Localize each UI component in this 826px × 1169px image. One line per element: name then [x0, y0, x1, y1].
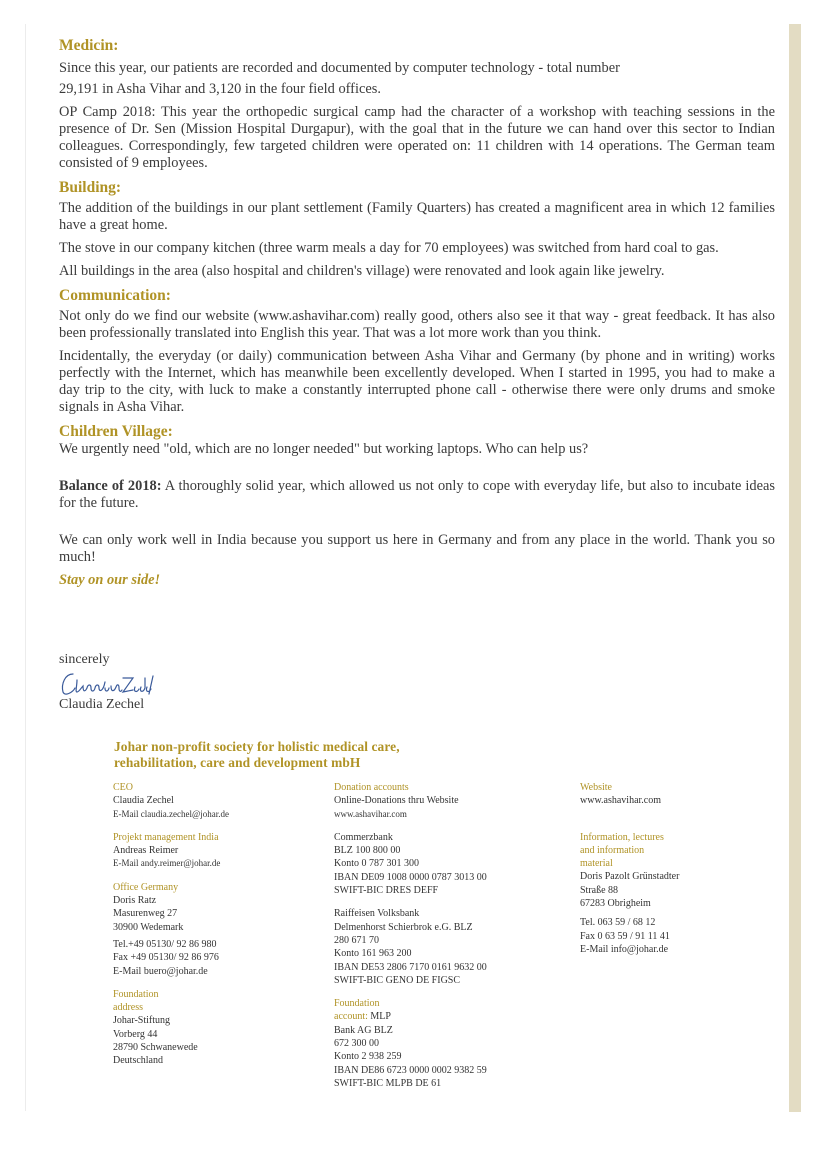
spacer	[59, 464, 775, 478]
ceo-email[interactable]: E-Mail claudia.zechel@johar.de	[113, 808, 229, 819]
balance-text: A thoroughly solid year, which allowed us not only to cope with everyday life, but also to incubate ideas for the future.	[59, 478, 775, 511]
website-label: Website	[580, 782, 612, 793]
decorative-side-bar	[789, 24, 801, 1112]
heading-building: Building:	[59, 179, 122, 196]
bank2-swift: SWIFT-BIC GENO DE FIGSC	[334, 974, 461, 986]
foundation-iban: IBAN DE86 6723 0000 0002 9382 59	[334, 1064, 487, 1076]
foundation-bank-b: Bank AG BLZ	[334, 1024, 393, 1036]
foundation-swift: SWIFT-BIC MLPB DE 61	[334, 1077, 442, 1089]
foundation-bank-a: MLP	[367, 1011, 391, 1023]
office-tel: Tel.+49 05130/ 92 86 980	[113, 938, 217, 950]
donation-online: Online-Donations thru Website	[334, 795, 459, 807]
footer-column-contacts	[113, 781, 313, 1078]
ceo-block	[113, 781, 313, 821]
bank1-name: Commerzbank	[334, 831, 393, 843]
info-label-3: material	[580, 858, 613, 870]
ceo-label: CEO	[113, 782, 133, 793]
building-paragraph-2: The stove in our company kitchen (three warm meals a day for 70 employees) was switched from hard coal to gas.	[59, 240, 719, 256]
bank1-block	[334, 831, 554, 897]
project-management-block	[113, 831, 313, 871]
building-paragraph-1: The addition of the buildings in our plant settlement (Family Quarters) has created a magnificent area in which 12 families have a great home.	[59, 200, 775, 233]
office-street: Masurenweg 27	[113, 908, 178, 920]
info-email[interactable]: E-Mail info@johar.de	[580, 943, 669, 955]
thanks-paragraph: We can only work well in India because you support us here in Germany and from any place in the world. Thank you so much!	[59, 532, 775, 565]
foundation-country: Deutschland	[113, 1055, 163, 1067]
bank2-blz: 280 671 70	[334, 934, 379, 946]
bank2-line2: Delmenhorst Schierbrok e.G. BLZ	[334, 921, 473, 933]
heading-communication: Communication:	[59, 287, 171, 304]
info-street: Straße 88	[580, 884, 619, 896]
pm-email[interactable]: E-Mail andy.reimer@johar.de	[113, 858, 221, 869]
medicin-paragraph-2: OP Camp 2018: This year the orthopedic surgical camp had the character of a workshop with teaching sessions in the presence of Dr. Sen (Mission Hospital Durgapur), with the goal that in the future we can hand over this sector to Indian colleagues. Correspondingly, few targeted children were operated on: 11 children with 14 operations. The German team consisted of 9 employees.	[59, 104, 775, 171]
letter-body	[59, 36, 775, 589]
foundation-account-label-2: account:	[334, 1011, 368, 1023]
medicin-p1-line1: Since this year, our patients are recorded and documented by computer technology - total number	[59, 60, 620, 76]
foundation-address-label-1: Foundation	[113, 988, 159, 1000]
bank2-konto: Konto 161 963 200	[334, 948, 412, 960]
communication-paragraph-2: Incidentally, the everyday (or daily) communication between Asha Vihar and Germany (by phone and in writing) works perfectly with the Internet, which has meanwhile been excellently developed. When I started in 1995, you had to make a day trip to the city, with luck to make a constantly interrupted phone call - otherwise there were only drums and smoke signals in Asha Vihar.	[59, 348, 775, 415]
spacer	[59, 518, 775, 532]
pm-name: Andreas Reimer	[113, 845, 179, 857]
info-fax: Fax 0 63 59 / 91 11 41	[580, 930, 670, 942]
office-city: 30900 Wedemark	[113, 921, 184, 933]
office-fax: Fax +49 05130/ 92 86 976	[113, 952, 219, 964]
foundation-name: Johar-Stiftung	[113, 1015, 171, 1027]
office-name: Doris Ratz	[113, 895, 157, 907]
foundation-city: 28790 Schwanewede	[113, 1042, 198, 1054]
donation-online-block	[334, 781, 554, 821]
website-link[interactable]: www.ashavihar.com	[580, 795, 661, 807]
children-village-paragraph: We urgently need "old, which are no longer needed" but working laptops. Who can help us?	[59, 441, 589, 457]
info-name: Doris Pazolt Grünstadter	[580, 871, 680, 883]
balance-paragraph	[59, 478, 775, 512]
bank2-block	[334, 907, 554, 987]
page-left-rule	[25, 24, 26, 1111]
bank1-konto: Konto 0 787 301 300	[334, 858, 419, 870]
closing-block	[59, 652, 159, 713]
foundation-street: Vorberg 44	[113, 1028, 158, 1040]
foundation-account-block	[334, 997, 554, 1090]
ceo-name: Claudia Zechel	[113, 795, 174, 807]
signature-image	[59, 670, 159, 698]
signer-name: Claudia Zechel	[59, 697, 145, 712]
foundation-konto: Konto 2 938 259	[334, 1051, 402, 1063]
section-children-village	[59, 422, 775, 458]
pm-label: Projekt management India	[113, 831, 219, 843]
footer-column-info	[580, 781, 780, 966]
foundation-account-label-1: Foundation	[334, 998, 380, 1010]
donation-label: Donation accounts	[334, 782, 409, 793]
office-germany-block	[113, 881, 313, 978]
tagline: Stay on our side!	[59, 572, 161, 588]
section-building	[59, 178, 775, 280]
info-city: 67283 Obrigheim	[580, 898, 651, 910]
org-line-2: rehabilitation, care and development mbH	[114, 755, 361, 770]
info-block	[580, 831, 780, 957]
office-label: Office Germany	[113, 881, 179, 893]
office-email[interactable]: E-Mail buero@johar.de	[113, 965, 208, 977]
bank1-iban: IBAN DE09 1008 0000 0787 3013 00	[334, 871, 487, 883]
bank2-iban: IBAN DE53 2806 7170 0161 9632 00	[334, 961, 487, 973]
org-line-1: Johar non-profit society for holistic medical care,	[114, 739, 400, 754]
foundation-blz: 672 300 00	[334, 1038, 379, 1050]
bank1-blz: BLZ 100 800 00	[334, 845, 401, 857]
organization-name	[114, 739, 400, 771]
bank1-swift: SWIFT-BIC DRES DEFF	[334, 885, 439, 897]
section-communication	[59, 286, 775, 416]
building-paragraph-3: All buildings in the area (also hospital and children's village) were renovated and look again like jewelry.	[59, 263, 665, 279]
section-medicin	[59, 36, 775, 172]
donation-online-url[interactable]: www.ashavihar.com	[334, 808, 407, 819]
footer-column-donations	[334, 781, 554, 1100]
bank2-name: Raiffeisen Volksbank	[334, 908, 420, 920]
info-label-1: Information, lectures	[580, 831, 664, 843]
heading-medicin: Medicin:	[59, 37, 119, 54]
medicin-p1-line2: 29,191 in Asha Vihar and 3,120 in the four field offices.	[59, 81, 381, 97]
medicin-paragraph-1	[59, 58, 775, 100]
balance-label: Balance of 2018:	[59, 478, 162, 494]
communication-paragraph-1: Not only do we find our website (www.ashavihar.com) really good, others also see it that way - great feedback. It has also been professionally translated into English this year. That was a lot more work than you think.	[59, 308, 775, 341]
heading-children-village: Children Village:	[59, 423, 173, 440]
foundation-address-block	[113, 988, 313, 1068]
salutation: sincerely	[59, 652, 110, 667]
foundation-address-label-2: address	[113, 1002, 143, 1014]
website-block	[580, 781, 780, 808]
info-tel: Tel. 063 59 / 68 12	[580, 917, 656, 929]
info-label-2: and information	[580, 844, 645, 856]
